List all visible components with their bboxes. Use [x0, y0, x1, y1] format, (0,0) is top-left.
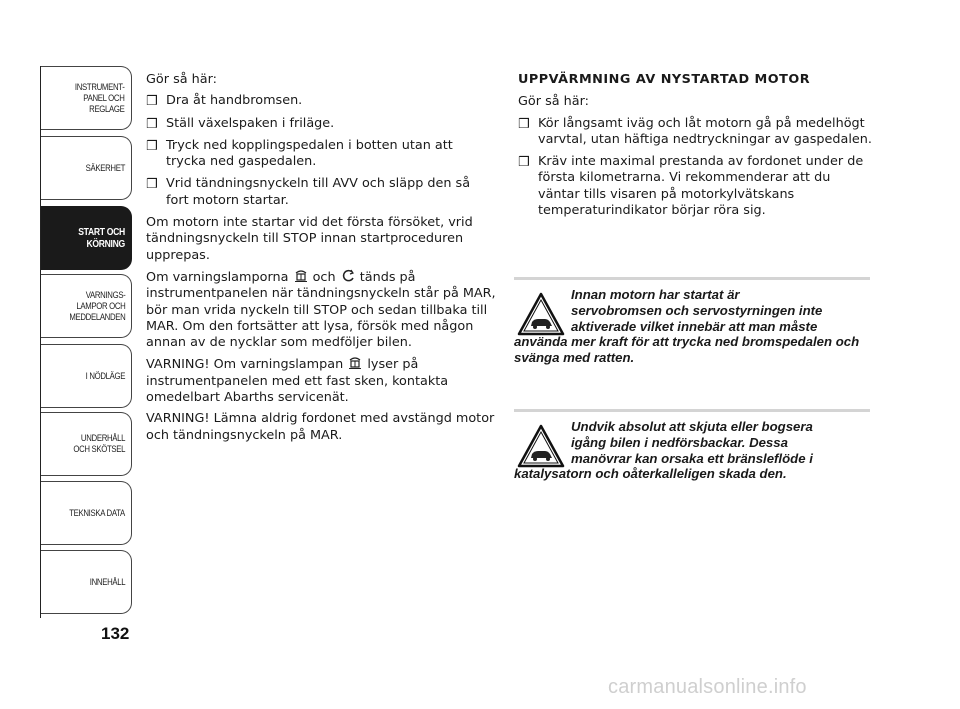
intro-text: Gör så här: [146, 72, 217, 87]
list-item: ❒ Tryck ned kopplingspedalen i botten utan att trycka ned gaspedalen. [146, 137, 453, 170]
checkbox-bullet-icon: ❒ [146, 116, 158, 132]
tab-label: INNEHÅLL [89, 576, 125, 588]
tab-varningslampor[interactable] [41, 274, 132, 338]
checkbox-bullet-icon: ❒ [146, 177, 158, 193]
list-item: ❒ Kör långsamt iväg och låt motorn gå på medelhögt varvtal, utan häftiga nedtryckningar av gaspedalen. [518, 115, 872, 147]
list-item: ❒ Kräv inte maximal prestanda av fordonet under de första kilometrarna. Vi rekommenderar att du väntar tills visaren på motorkylvätskans temperaturindikator börjar röra sig. [518, 154, 864, 219]
tab-label: SÄKERHET [85, 162, 125, 174]
watermark: carmanualsonline.info [608, 676, 807, 698]
glow-plug-warning-icon [347, 356, 363, 370]
tab-label: START OCH KÖRNING [78, 226, 125, 250]
page-number: 132 [101, 624, 130, 643]
right-column [518, 72, 873, 225]
tab-label: VARNINGS- LAMPOR OCH MEDDELANDEN [68, 289, 125, 323]
tab-label: TEKNISKA DATA [69, 507, 125, 519]
warning-triangle-icon [517, 292, 565, 336]
tab-tekniska-data[interactable] [41, 481, 132, 545]
list-item: ❒ Ställ växelspaken i friläge. [146, 115, 335, 132]
tab-i-nodlage[interactable] [41, 344, 132, 408]
tab-label: UNDERHÅLL OCH SKÖTSEL [73, 433, 125, 455]
tab-label: I NÖDLÄGE [85, 370, 125, 382]
checkbox-bullet-icon: ❒ [518, 116, 530, 132]
paragraph: VARNING! Lämna aldrig fordonet med avstängd motor och tändningsnyckeln på MAR. [146, 411, 495, 443]
tab-label: INSTRUMENT- PANEL OCH REGLAGE [75, 81, 125, 115]
list-item: ❒ Vrid tändningsnyckeln till AVV och släpp den så fort motorn startar. [146, 176, 471, 208]
paragraph: Om motorn inte startar vid det första försöket, vrid tändningsnyckeln till STOP innan startproceduren upprepas. [146, 215, 473, 263]
glow-plug-warning-icon [293, 269, 309, 283]
warning-triangle-icon [517, 424, 565, 468]
intro-text: Gör så här: [518, 94, 589, 110]
checkbox-bullet-icon: ❒ [146, 138, 158, 154]
list-item: ❒ Dra åt handbromsen. [146, 93, 303, 110]
engine-fault-icon [340, 269, 356, 283]
tab-innehall[interactable] [41, 550, 132, 614]
warning-box: Undvik absolut att skjuta eller bogsera igång bilen i nedförsbackar. Dessa manövrar kan orsaka ett bränsleflöde i katalysatorn och oåterkalleligen skada den. [514, 409, 870, 482]
left-column [146, 72, 496, 449]
section-heading: UPPVÄRMNING AV NYSTARTAD MOTOR [518, 72, 811, 87]
paragraph: Om varningslamporna och tänds på instrumentpanelen när tändningsnyckeln står på MAR, bör man vrida nyckeln till STOP och sedan tillbaka till MAR. Om den fortsätter att lysa, försök med någon annan av de nycklar som medföljer bilen. [146, 269, 496, 351]
chapter-sidebar [40, 66, 135, 618]
checkbox-bullet-icon: ❒ [518, 155, 530, 171]
tab-instrumentpanel[interactable] [41, 66, 132, 130]
checkbox-bullet-icon: ❒ [146, 94, 158, 110]
tab-sakerhet[interactable] [41, 136, 132, 200]
paragraph: VARNING! Om varningslampan lyser på instrumentpanelen med ett fast sken, kontakta omedelbart Abarths servicenät. [146, 357, 449, 406]
warning-box: Innan motorn har startat är servobromsen och servostyrningen inte aktiverade vilket innebär att man måste använda mer kraft för att trycka ned bromspedalen och svänga med ratten. [514, 277, 870, 366]
tab-underhall[interactable] [41, 412, 132, 476]
tab-start-och-korning[interactable] [41, 206, 132, 270]
